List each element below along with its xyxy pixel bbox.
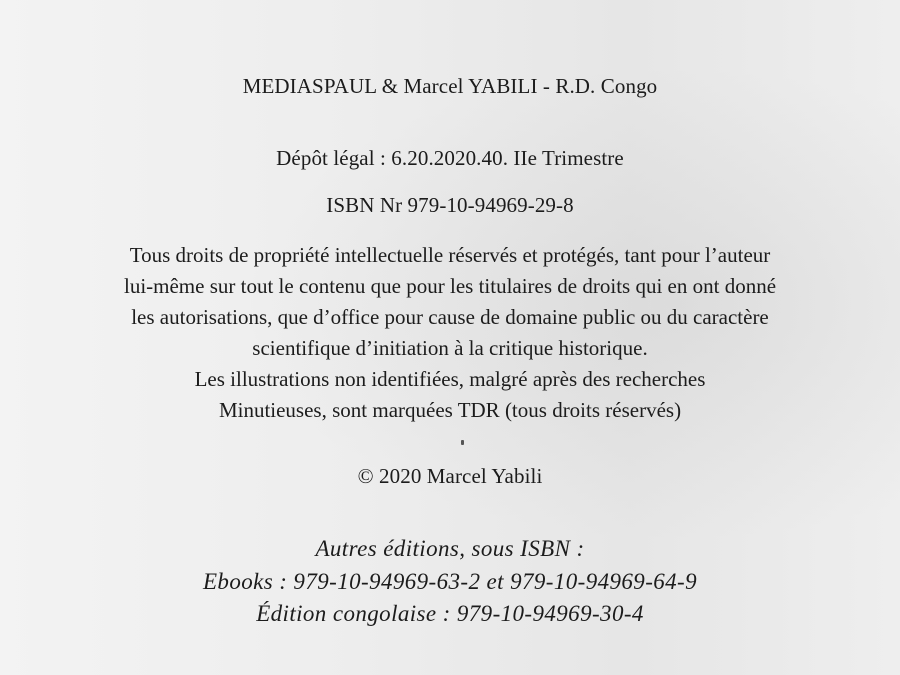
rights-line-4: scientifique d’initiation à la critique historique.	[252, 336, 648, 360]
other-editions-heading: Autres éditions, sous ISBN :	[315, 536, 585, 561]
congolese-edition-isbn: Édition congolaise : 979-10-94969-30-4	[256, 601, 644, 626]
legal-deposit: Dépôt légal : 6.20.2020.40. IIe Trimestre	[276, 146, 624, 170]
rights-paragraph	[40, 240, 860, 426]
publisher-line: MEDIASPAUL & Marcel YABILI - R.D. Congo	[242, 74, 658, 98]
rights-line-1: Tous droits de propriété intellectuelle réservés et protégés, tant pour l’auteur	[129, 243, 771, 267]
ebook-isbns: Ebooks : 979-10-94969-63-2 et 979-10-94969-64-9	[202, 569, 698, 594]
print-speck	[461, 440, 464, 445]
rights-line-6: Minutieuses, sont marquées TDR (tous droits réservés)	[218, 398, 682, 422]
copyright-notice: © 2020 Marcel Yabili	[357, 464, 543, 488]
isbn-number: ISBN Nr 979-10-94969-29-8	[326, 193, 574, 217]
rights-line-5: Les illustrations non identifiées, malgré après des recherches	[194, 367, 706, 391]
rights-line-3: les autorisations, que d’office pour cause de domaine public ou du caractère	[131, 305, 769, 329]
rights-line-2: lui-même sur tout le contenu que pour les titulaires de droits qui en ont donné	[123, 274, 777, 298]
